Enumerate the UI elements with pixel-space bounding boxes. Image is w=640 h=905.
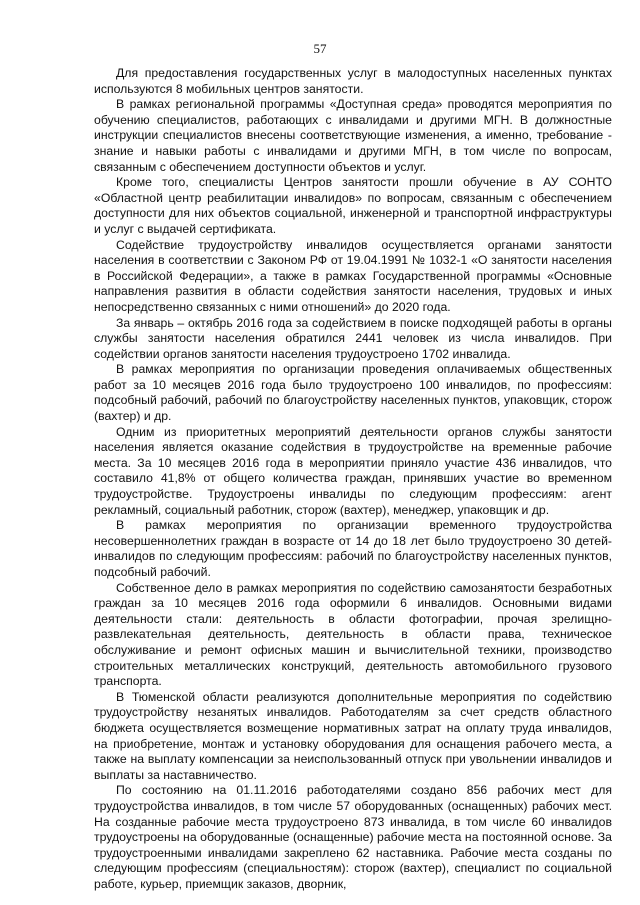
paragraph: Собственное дело в рамках мероприятия по содействию самозанятости безработных граждан за 10 месяцев 2016 года оформили 6 инвалидов. Основными видами деятельности стали: деятельность в области фотографии, прочая зрелищно-развлекательная деятельность, деятельность в области права, техническое обслуживание и ремонт офисных машин и вычислительной техники, производство строительных металлических конструкций, деятельность автомобильного грузового транспорта. [94,580,612,689]
paragraph: В рамках мероприятия по организации временного трудоустройства несовершеннолетних граждан в возрасте от 14 до 18 лет было трудоустроено 30 детей-инвалидов по следующим профессиям: рабочий по благоустройству населенных пунктов, подсобный рабочий. [94,518,612,579]
paragraph: За январь – октябрь 2016 года за содействием в поиске подходящей работы в органы службы занятости населения обратился 2441 человек из числа инвалидов. При содействии органов занятости населения трудоустроено 1702 инвалида. [94,315,612,361]
paragraph: Содействие трудоустройству инвалидов осуществляется органами занятости населения в соответствии с Законом РФ от 19.04.1991 № 1032-1 «О занятости населения в Российской Федерации», а также в рамках Государственной программы «Основные направления развития в области содействия занятости населения, трудовых и иных непосредственно связанных с ними отношений» до 2020 года. [94,237,612,314]
paragraph: По состоянию на 01.11.2016 работодателями создано 856 рабочих мест для трудоустройства инвалидов, в том числе 57 оборудованных (оснащенных) рабочих мест. На созданные рабочие места трудоустроено 873 инвалида, в том числе 60 инвалидов трудоустроены на оборудованные (оснащенные) рабочие места на постоянной основе. За трудоустроенными инвалидами закреплено 62 наставника. Рабочие места созданы по следующим профессиям (специальностям): сторож (вахтер), специалист по социальной работе, курьер, приемщик заказов, дворник, [94,783,612,891]
page-body [94,66,612,892]
paragraph: Одним из приоритетных мероприятий деятельности органов службы занятости населения является оказание содействия в трудоустройстве на временные рабочие места. За 10 месяцев 2016 года в мероприятии приняло участие 436 инвалидов, что составило 41,8% от общего количества граждан, принявших участие во временном трудоустройстве. Трудоустроены инвалиды по следующим профессиям: агент рекламный, социальный работник, сторож (вахтер), менеджер, упаковщик и др. [94,424,612,517]
paragraph: В рамках мероприятия по организации проведения оплачиваемых общественных работ за 10 месяцев 2016 года было трудоустроено 100 инвалидов, по профессиям: подсобный рабочий, рабочий по благоустройству населенных пунктов, упаковщик, сторож (вахтер) и др. [94,362,612,424]
paragraph: Кроме того, специалисты Центров занятости прошли обучение в АУ СОНТО «Областной центр реабилитации инвалидов» по вопросам, связанным с обеспечением доступности для них объектов социальной, инженерной и транспортной инфраструктуры и услуг с выдачей сертификата. [94,175,612,236]
paragraph: В рамках региональной программы «Доступная среда» проводятся мероприятия по обучению специалистов, работающих с инвалидами и другими МГН. В должностные инструкции специалистов внесены соответствующие изменения, а именно, требование - знание и навыки работы с инвалидами и другими МГН, в том числе по вопросам, связанным с обеспечением доступности объектов и услуг. [94,97,612,174]
paragraph: Для предоставления государственных услуг в малодоступных населенных пунктах используются 8 мобильных центров занятости. [94,66,612,96]
page-number: 57 [313,41,327,56]
paragraph: В Тюменской области реализуются дополнительные мероприятия по содействию трудоустройству незанятых инвалидов. Работодателям за счет средств областного бюджета осуществляется возмещение нормативных затрат на оплату труда инвалидов, на приобретение, монтаж и установку оборудования для оснащения рабочего места, а также на выплату компенсации за неиспользованный отпуск при увольнении инвалидов и выплаты за наставничество. [94,689,612,782]
